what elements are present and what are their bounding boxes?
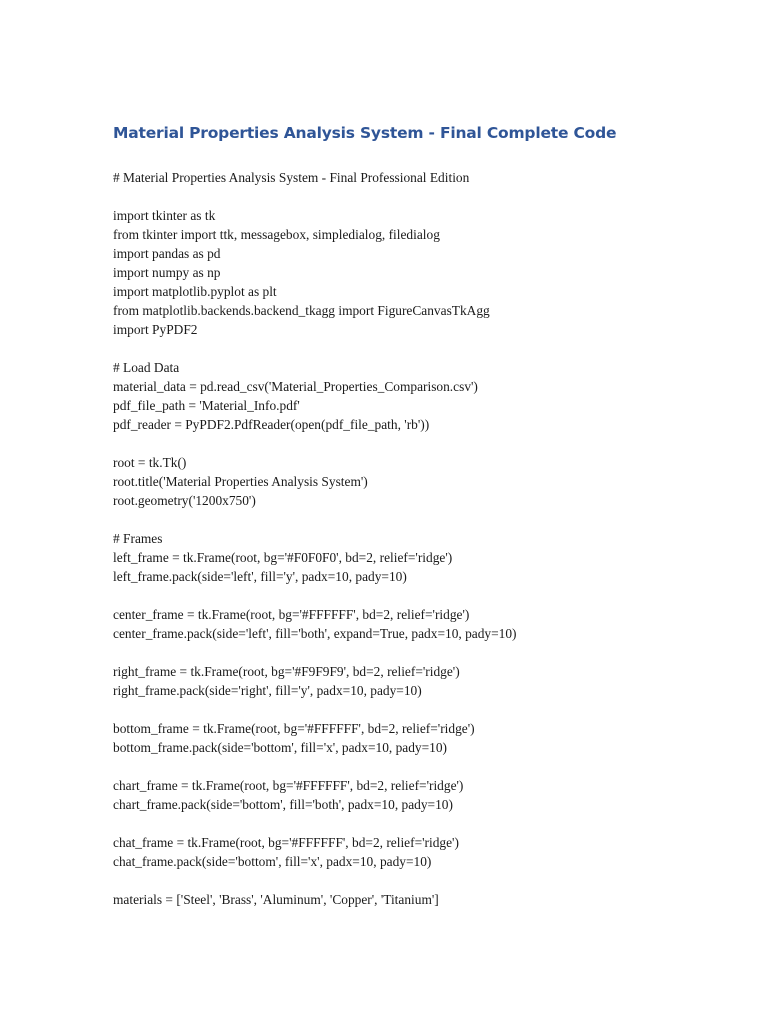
code-line: material_data = pd.read_csv('Material_Properties_Comparison.csv') [113,379,478,394]
code-line: left_frame.pack(side='left', fill='y', padx=10, pady=10) [113,569,407,584]
blank-line [113,757,733,776]
code-line: pdf_file_path = 'Material_Info.pdf' [113,398,300,413]
code-line: materials = ['Steel', 'Brass', 'Aluminum', 'Copper', 'Titanium'] [113,892,439,907]
blank-line [113,814,733,833]
code-line: import matplotlib.pyplot as plt [113,284,277,299]
code-line: import tkinter as tk [113,208,216,223]
blank-line [113,510,733,529]
code-listing [113,168,733,909]
code-line: pdf_reader = PyPDF2.PdfReader(open(pdf_file_path, 'rb')) [113,417,430,432]
blank-line [113,586,733,605]
code-line: import numpy as np [113,265,221,280]
blank-line [113,339,733,358]
code-line: chart_frame.pack(side='bottom', fill='both', padx=10, pady=10) [113,797,453,812]
code-line: chart_frame = tk.Frame(root, bg='#FFFFFF', bd=2, relief='ridge') [113,778,464,793]
code-line: bottom_frame.pack(side='bottom', fill='x', padx=10, pady=10) [113,740,448,755]
code-line: from tkinter import ttk, messagebox, simpledialog, filedialog [113,227,440,242]
blank-line [113,643,733,662]
code-line: root = tk.Tk() [113,455,187,470]
blank-line [113,434,733,453]
code-line: right_frame = tk.Frame(root, bg='#F9F9F9', bd=2, relief='ridge') [113,664,460,679]
code-line: from matplotlib.backends.backend_tkagg import FigureCanvasTkAgg [113,303,490,318]
blank-line [113,871,733,890]
document-title: Material Properties Analysis System - Final Complete Code [113,124,617,142]
code-line: root.title('Material Properties Analysis System') [113,474,368,489]
blank-line [113,700,733,719]
code-line: chat_frame = tk.Frame(root, bg='#FFFFFF', bd=2, relief='ridge') [113,835,459,850]
code-line: center_frame = tk.Frame(root, bg='#FFFFFF', bd=2, relief='ridge') [113,607,470,622]
code-line: center_frame.pack(side='left', fill='both', expand=True, padx=10, pady=10) [113,626,517,641]
code-line: chat_frame.pack(side='bottom', fill='x', padx=10, pady=10) [113,854,432,869]
code-line: root.geometry('1200x750') [113,493,256,508]
code-line: bottom_frame = tk.Frame(root, bg='#FFFFFF', bd=2, relief='ridge') [113,721,475,736]
blank-line [113,187,733,206]
code-line: # Material Properties Analysis System - Final Professional Edition [113,170,470,185]
code-line: right_frame.pack(side='right', fill='y', padx=10, pady=10) [113,683,422,698]
code-line: # Load Data [113,360,180,375]
code-line: import PyPDF2 [113,322,198,337]
code-line: # Frames [113,531,163,546]
code-line: import pandas as pd [113,246,221,261]
code-line: left_frame = tk.Frame(root, bg='#F0F0F0', bd=2, relief='ridge') [113,550,453,565]
